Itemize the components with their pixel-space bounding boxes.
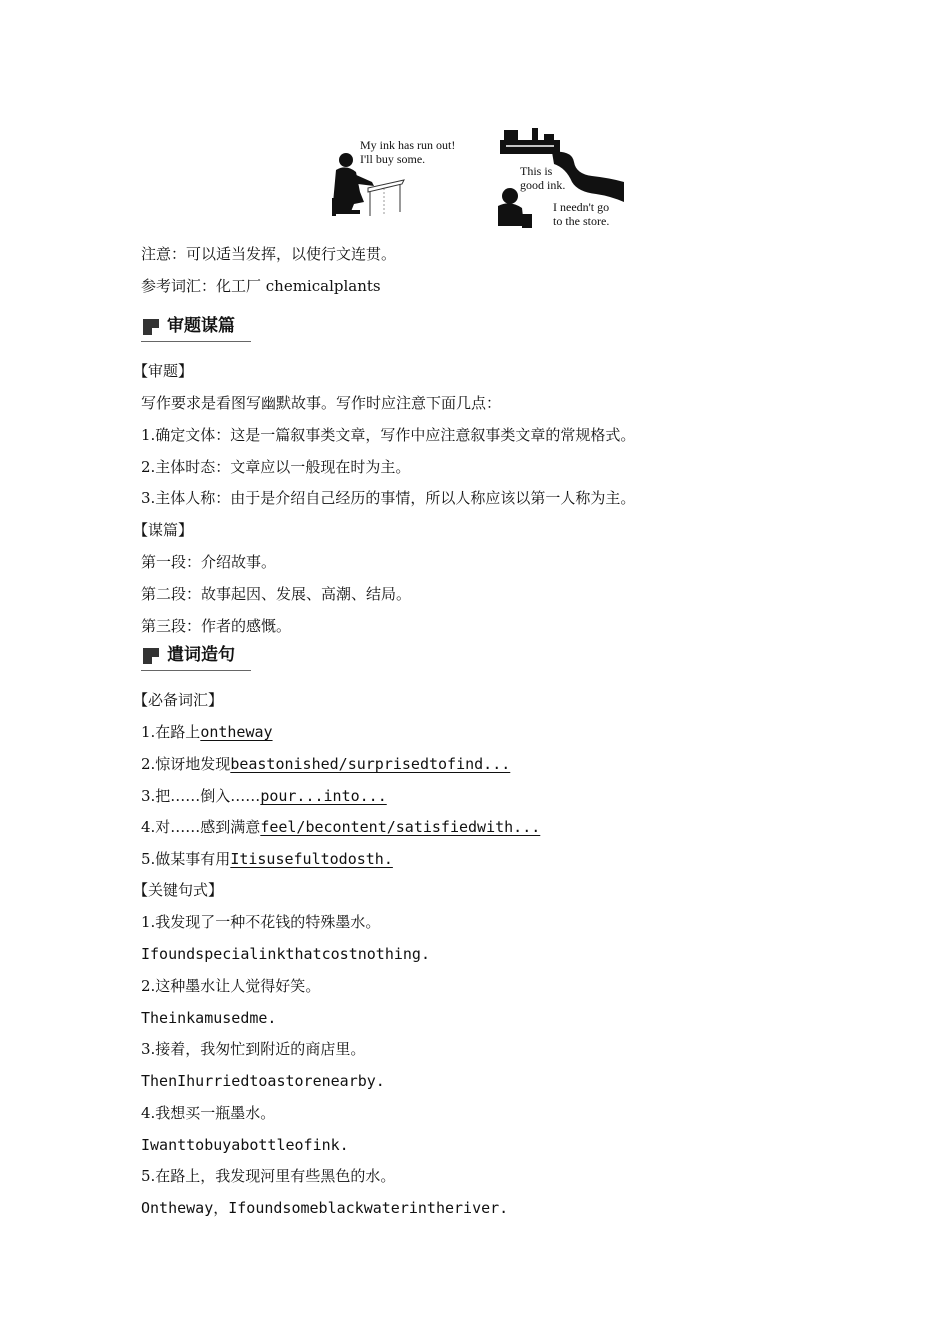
section-square-icon bbox=[143, 319, 159, 335]
plan-label: 【谋篇】 bbox=[133, 521, 194, 539]
vocab-item: 4.对……感到满意feel/becontent/satisfiedwith... bbox=[141, 818, 541, 836]
plan-paragraph: 第一段：介绍故事。 bbox=[141, 553, 277, 571]
sentence-en: Ifoundspecialinkthatcostnothing. bbox=[141, 945, 430, 963]
sentence-zh: 3.接着，我匆忙到附近的商店里。 bbox=[141, 1040, 366, 1058]
sentence-zh: 1.我发现了一种不花钱的特殊墨水。 bbox=[141, 913, 381, 931]
section-title: 遣词造句 bbox=[167, 645, 235, 665]
sentence-zh: 4.我想买一瓶墨水。 bbox=[141, 1104, 276, 1122]
cartoon-river-scene bbox=[492, 122, 632, 234]
analysis-intro: 写作要求是看图写幽默故事。写作时应注意下面几点： bbox=[141, 394, 502, 412]
vocab-item: 2.惊讶地发现beastonished/surprisedtofind... bbox=[141, 755, 511, 773]
section-header-analysis bbox=[141, 315, 251, 342]
sentence-en: Ontheway，Ifoundsomeblackwaterintheriver. bbox=[141, 1199, 509, 1217]
review-label: 【审题】 bbox=[133, 362, 194, 380]
section-square-icon bbox=[143, 648, 159, 664]
attention-note: 注意：可以适当发挥，以使行文连贯。 bbox=[141, 245, 397, 263]
vocab-item: 3.把……倒入……pour...into... bbox=[141, 787, 387, 805]
analysis-point: 2.主体时态：文章应以一般现在时为主。 bbox=[141, 458, 411, 476]
right-speech-caption-bottom: I needn't go to the store. bbox=[553, 200, 610, 228]
left-speech-caption: My ink has run out! I'll buy some. bbox=[360, 138, 456, 166]
cartoon-figures bbox=[320, 122, 640, 234]
sentence-zh: 2.这种墨水让人觉得好笑。 bbox=[141, 977, 321, 995]
plan-paragraph: 第三段：作者的感慨。 bbox=[141, 617, 292, 635]
vocab-reference: 参考词汇：化工厂 chemicalplants bbox=[141, 277, 381, 295]
vocab-item: 1.在路上ontheway bbox=[141, 723, 273, 741]
vocab-label: 【必备词汇】 bbox=[133, 691, 224, 709]
sentence-en: Iwanttobuyabottleofink. bbox=[141, 1136, 349, 1154]
section-header-words bbox=[141, 644, 251, 671]
right-speech-caption-top: This is good ink. bbox=[520, 164, 566, 192]
sentences-label: 【关键句式】 bbox=[133, 881, 224, 899]
sentence-zh: 5.在路上，我发现河里有些黑色的水。 bbox=[141, 1167, 396, 1185]
cartoon-man-writing bbox=[324, 122, 474, 222]
analysis-point: 3.主体人称：由于是介绍自己经历的事情，所以人称应该以第一人称为主。 bbox=[141, 489, 636, 507]
sentence-en: ThenIhurriedtoastorenearby. bbox=[141, 1072, 385, 1090]
plan-paragraph: 第二段：故事起因、发展、高潮、结局。 bbox=[141, 585, 412, 603]
man-at-desk-illustration bbox=[324, 122, 474, 222]
analysis-point: 1.确定文体：这是一篇叙事类文章，写作中应注意叙事类文章的常规格式。 bbox=[141, 426, 636, 444]
vocab-item: 5.做某事有用Itisusefultodosth. bbox=[141, 850, 393, 868]
section-title: 审题谋篇 bbox=[167, 316, 235, 336]
sentence-en: Theinkamusedme. bbox=[141, 1009, 277, 1027]
